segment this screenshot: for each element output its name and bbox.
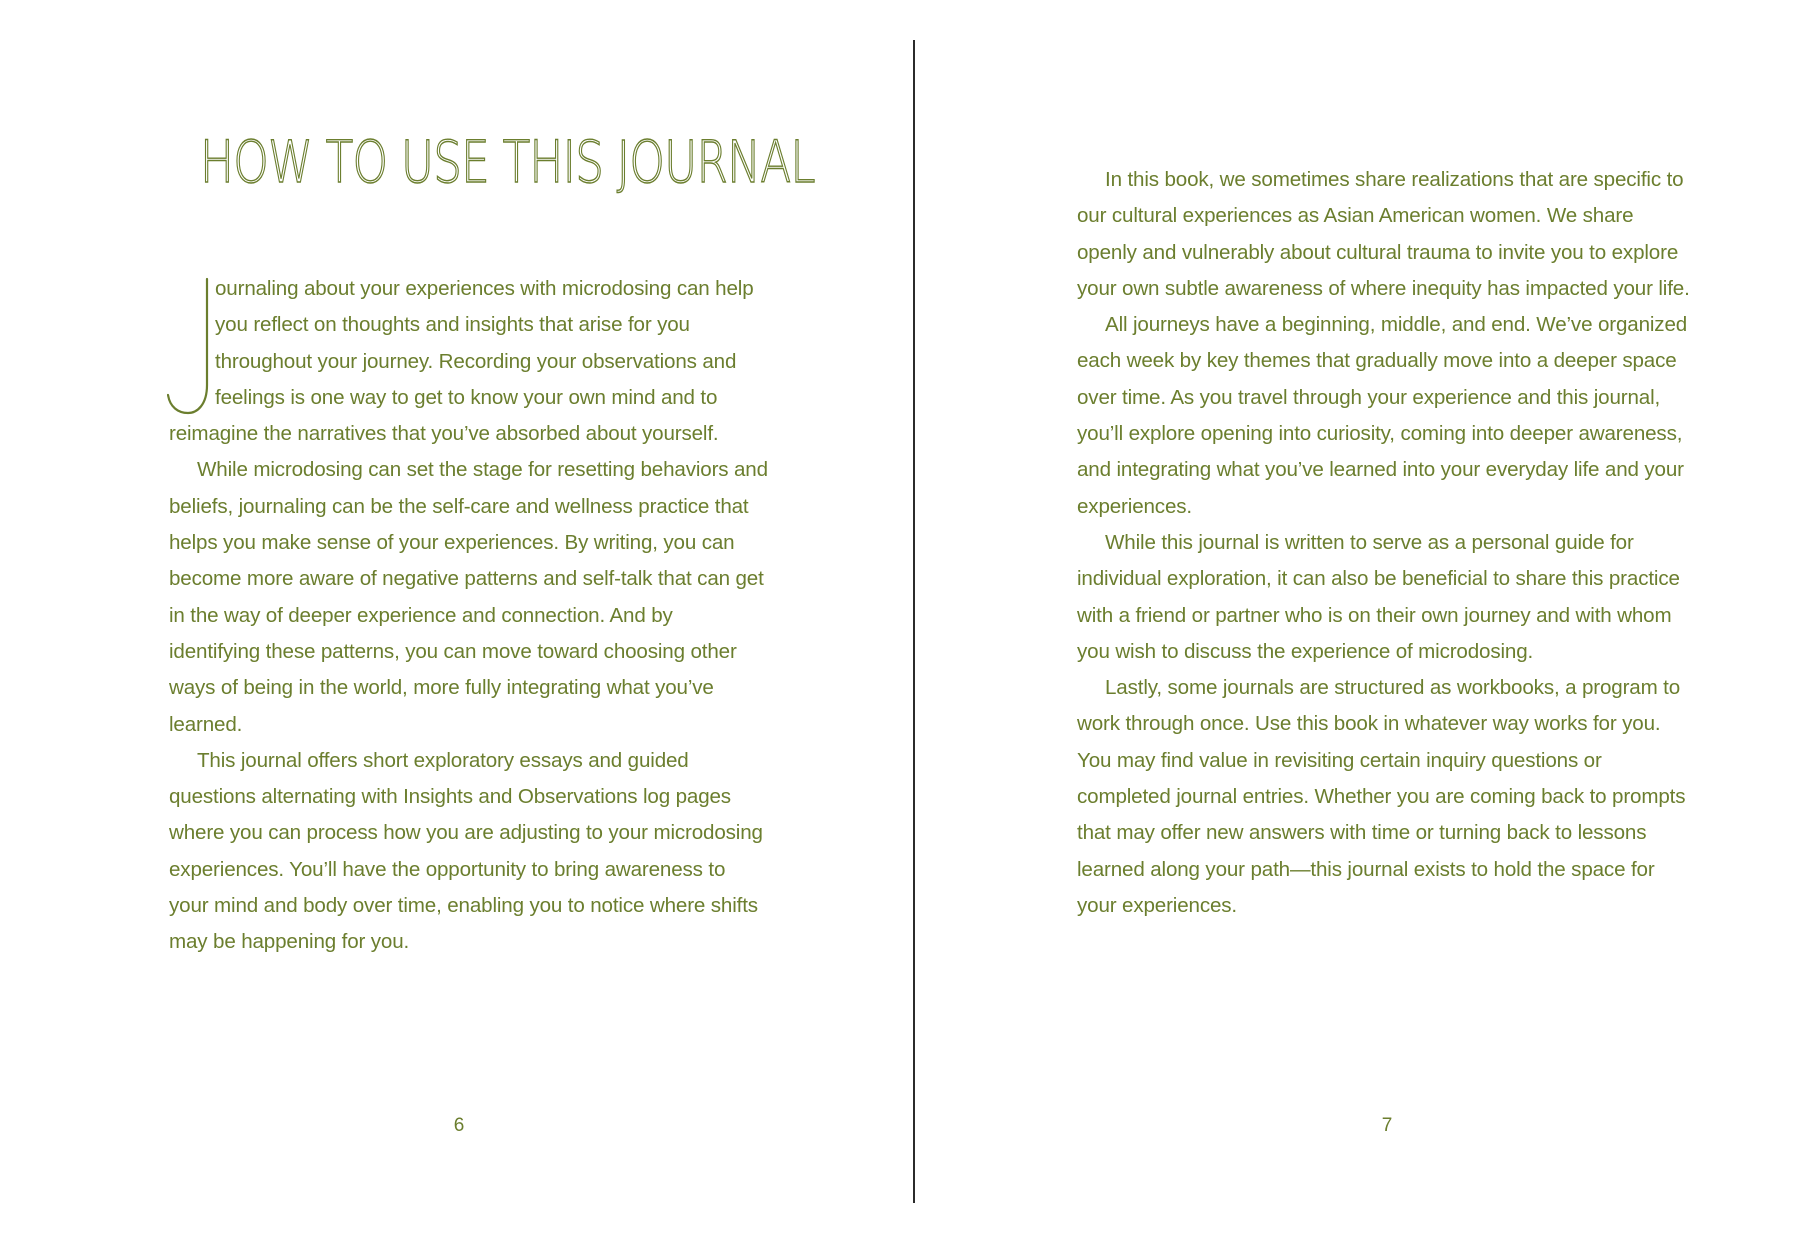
left-paragraph-2: While microdosing can set the stage for resetting behaviors and beliefs, journaling can be the self-care and wellness practice that helps you make sense of your experiences. By writing, you can become more aware of negative patterns and self-talk that can get in the way of deeper experience and connection. And by identifying these patterns, you can move toward choosing other ways of being in the world, more fully integrating what you’ve learned. xyxy=(169,458,768,736)
page-number-right: 7 xyxy=(1381,1115,1393,1136)
right-paragraph-3: While this journal is written to serve as a personal guide for individual exploration, it can also be beneficial to share this practice with a friend or partner who is on their own journey and with whom you wish to discuss the experience of microdosing. xyxy=(1077,530,1680,663)
drop-cap-j xyxy=(167,277,215,415)
left-paragraph-3: This journal offers short exploratory essays and guided questions alternating with Insights and Observations log pages where you can process how you are adjusting to your microdosing experiences. You’ll have the opportunity to bring awareness to your mind and body over time, enabling you to notice where shifts may be happening for you. xyxy=(169,748,763,954)
right-paragraph-2: All journeys have a beginning, middle, and end. We’ve organized each week by key themes that gradually move into a deeper space over time. As you travel through your experience and this journal, you’ll explore opening into curiosity, coming into deeper awareness, and integrating what you’ve learned into your everyday life and your experiences. xyxy=(1077,313,1688,518)
left-page-body xyxy=(169,271,769,961)
left-paragraph-1 xyxy=(169,271,769,452)
chapter-title: HOW TO USE THIS JOURNAL xyxy=(200,128,815,196)
left-paragraph-1-text: ournaling about your experiences with microdosing can help you reflect on thoughts and insights that arise for you throughout your journey. Recording your observations and feelings is one way to get to know your own mind and to reimagine the narratives that you’ve absorbed about yourself. xyxy=(169,277,754,446)
right-paragraph-1: In this book, we sometimes share realizations that are specific to our cultural experiences as Asian American women. We share openly and vulnerably about cultural trauma to invite you to explore your own subtle awareness of where inequity has impacted your life. xyxy=(1077,168,1690,300)
page-number-left: 6 xyxy=(453,1115,465,1136)
right-paragraph-4: Lastly, some journals are structured as workbooks, a program to work through once. Use this book in whatever way works for you. You may find value in revisiting certain inquiry questions or completed journal entries. Whether you are coming back to prompts that may offer new answers with time or turning back to lessons learned along your path—this journal exists to hold the space for your experiences. xyxy=(1077,676,1686,917)
right-page xyxy=(915,0,1812,1236)
right-page-body xyxy=(1077,162,1697,924)
